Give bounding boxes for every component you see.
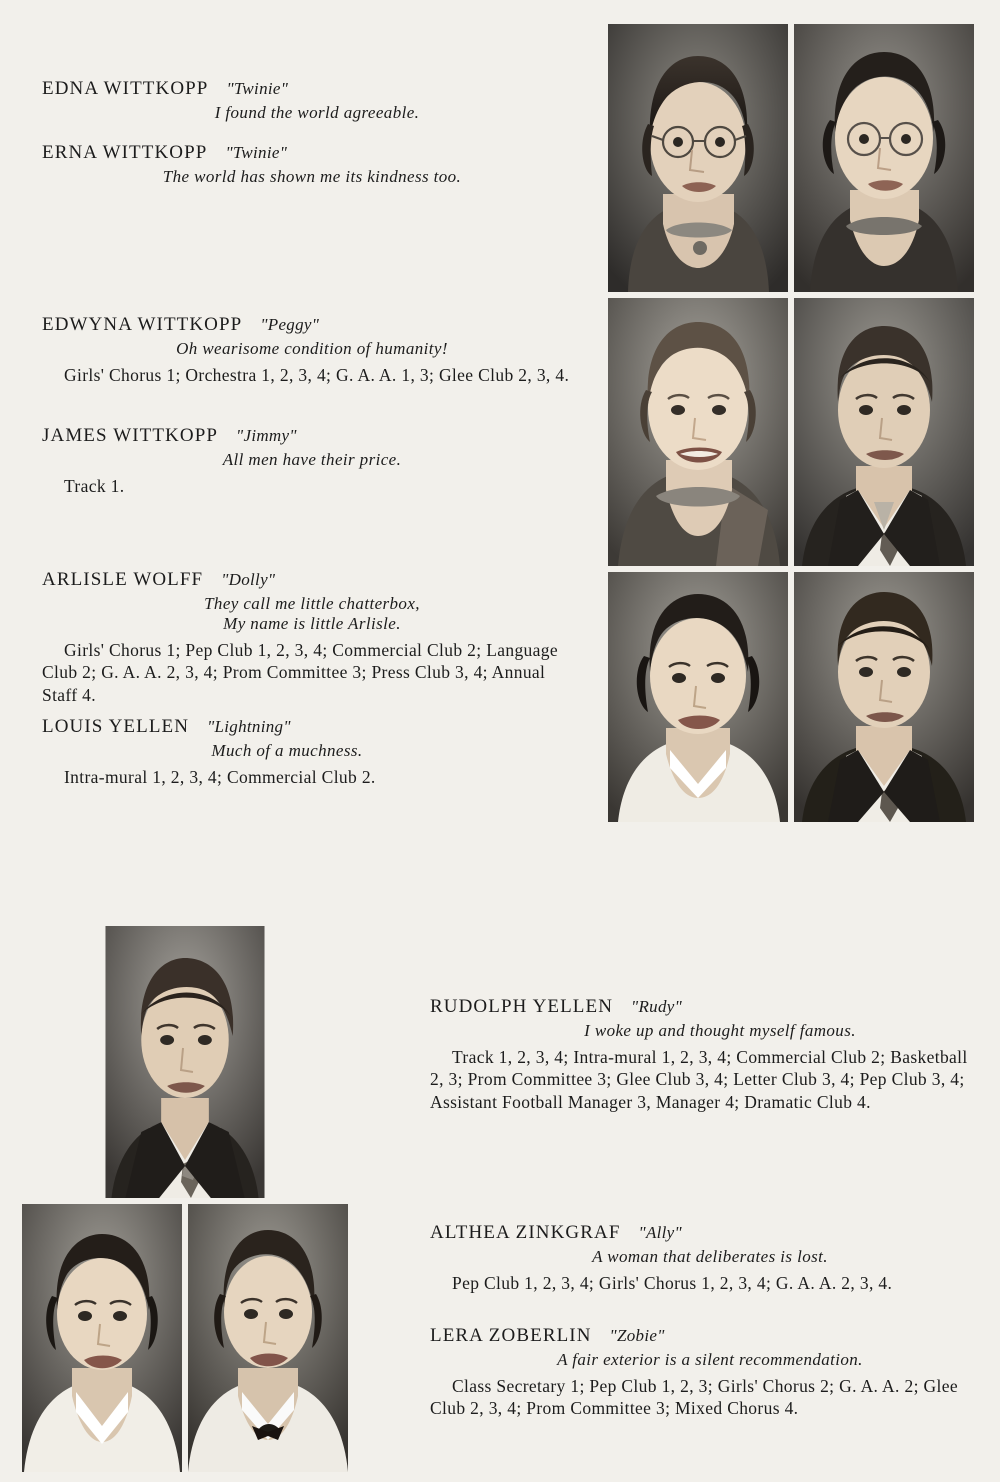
student-name: EDWYNA WITTKOPP bbox=[42, 314, 243, 335]
student-nickname: "Twinie" bbox=[225, 143, 288, 162]
portrait-louis-yellen bbox=[794, 572, 974, 822]
portrait-lera-zoberlin bbox=[188, 1204, 348, 1472]
student-nickname: "Twinie" bbox=[226, 79, 289, 98]
portrait-rudolph-yellen bbox=[22, 926, 348, 1198]
student-motto: Oh wearisome condition of humanity! bbox=[176, 339, 448, 358]
student-name: ALTHEA ZINKGRAF bbox=[430, 1222, 621, 1243]
student-name: EDNA WITTKOPP bbox=[42, 78, 209, 99]
student-nickname: "Rudy" bbox=[631, 997, 683, 1016]
student-activities: Track 1, 2, 3, 4; Intra-mural 1, 2, 3, 4; Commercial Club 2; Basketball 2, 3; Prom Committee 3; Glee Club 3, 4; Letter Club 3, 4; Pep Club 3, 4; Assistant Football Manager 3, Manager 4; Dramatic Club 4. bbox=[430, 1047, 968, 1112]
student-nickname: "Lightning" bbox=[207, 717, 291, 736]
entry-headline bbox=[42, 425, 562, 447]
entry-rudolph-yellen bbox=[430, 996, 970, 1113]
student-motto: A woman that deliberates is lost. bbox=[592, 1247, 828, 1266]
student-nickname: "Zobie" bbox=[609, 1326, 665, 1345]
student-nickname: "Peggy" bbox=[260, 315, 320, 334]
student-activities: Pep Club 1, 2, 3, 4; Girls' Chorus 1, 2, 3, 4; G. A. A. 2, 3, 4. bbox=[452, 1273, 893, 1293]
student-activities: Girls' Chorus 1; Orchestra 1, 2, 3, 4; G. A. A. 1, 3; Glee Club 2, 3, 4. bbox=[64, 365, 570, 385]
entry-headline bbox=[42, 716, 562, 738]
student-motto: All men have their price. bbox=[222, 450, 402, 469]
student-motto: The world has shown me its kindness too. bbox=[162, 167, 462, 186]
entry-james-wittkopp bbox=[42, 425, 562, 497]
student-activities: Girls' Chorus 1; Pep Club 1, 2, 3, 4; Commercial Club 2; Language Club 2; G. A. A. 2, 3, 4; Prom Committee 3; Press Club 3, 4; Annual Staff 4. bbox=[42, 640, 558, 705]
entry-lera-zoberlin bbox=[430, 1325, 970, 1420]
entry-headline bbox=[42, 142, 562, 164]
portrait-althea-zinkgraf bbox=[22, 1204, 182, 1472]
portrait-grid-top bbox=[608, 24, 978, 822]
entry-headline bbox=[42, 569, 572, 591]
student-motto-line2: My name is little Arlisle. bbox=[223, 614, 401, 633]
entry-headline bbox=[430, 996, 970, 1018]
student-nickname: "Jimmy" bbox=[236, 426, 297, 445]
student-name: RUDOLPH YELLEN bbox=[430, 996, 614, 1017]
entry-edwyna-wittkopp bbox=[42, 314, 572, 386]
student-activities: Track 1. bbox=[64, 476, 125, 496]
student-motto: Much of a muchness. bbox=[211, 741, 363, 760]
portrait-edwyna-wittkopp bbox=[608, 298, 788, 566]
entry-edna-wittkopp bbox=[42, 78, 562, 123]
student-activities: Intra-mural 1, 2, 3, 4; Commercial Club 2. bbox=[64, 767, 376, 787]
student-activities: Class Secretary 1; Pep Club 1, 2, 3; Girls' Chorus 2; G. A. A. 2; Glee Club 2, 3, 4; Prom Committee 3; Mixed Chorus 4. bbox=[430, 1376, 958, 1419]
entry-louis-yellen bbox=[42, 716, 562, 788]
portrait-grid-bottom bbox=[22, 926, 350, 1472]
portrait-erna-wittkopp bbox=[794, 24, 974, 292]
entry-erna-wittkopp bbox=[42, 142, 562, 187]
student-name: LERA ZOBERLIN bbox=[430, 1325, 592, 1346]
entry-headline bbox=[430, 1325, 970, 1347]
student-motto: A fair exterior is a silent recommendation. bbox=[557, 1350, 863, 1369]
student-name: LOUIS YELLEN bbox=[42, 716, 190, 737]
student-nickname: "Ally" bbox=[638, 1223, 682, 1242]
student-motto: I found the world agreeable. bbox=[214, 103, 420, 122]
student-name: ARLISLE WOLFF bbox=[42, 569, 204, 590]
portrait-edna-wittkopp bbox=[608, 24, 788, 292]
student-motto: I woke up and thought myself famous. bbox=[584, 1021, 856, 1040]
portrait-james-wittkopp bbox=[794, 298, 974, 566]
student-nickname: "Dolly" bbox=[221, 570, 276, 589]
student-name: JAMES WITTKOPP bbox=[42, 425, 219, 446]
portrait-arlisle-wolff bbox=[608, 572, 788, 822]
entry-headline bbox=[42, 314, 572, 336]
entry-headline bbox=[42, 78, 562, 100]
student-motto: They call me little chatterbox, bbox=[204, 594, 420, 613]
entry-headline bbox=[430, 1222, 970, 1244]
student-name: ERNA WITTKOPP bbox=[42, 142, 208, 163]
entry-althea-zinkgraf bbox=[430, 1222, 970, 1294]
entry-arlisle-wolff bbox=[42, 569, 572, 706]
